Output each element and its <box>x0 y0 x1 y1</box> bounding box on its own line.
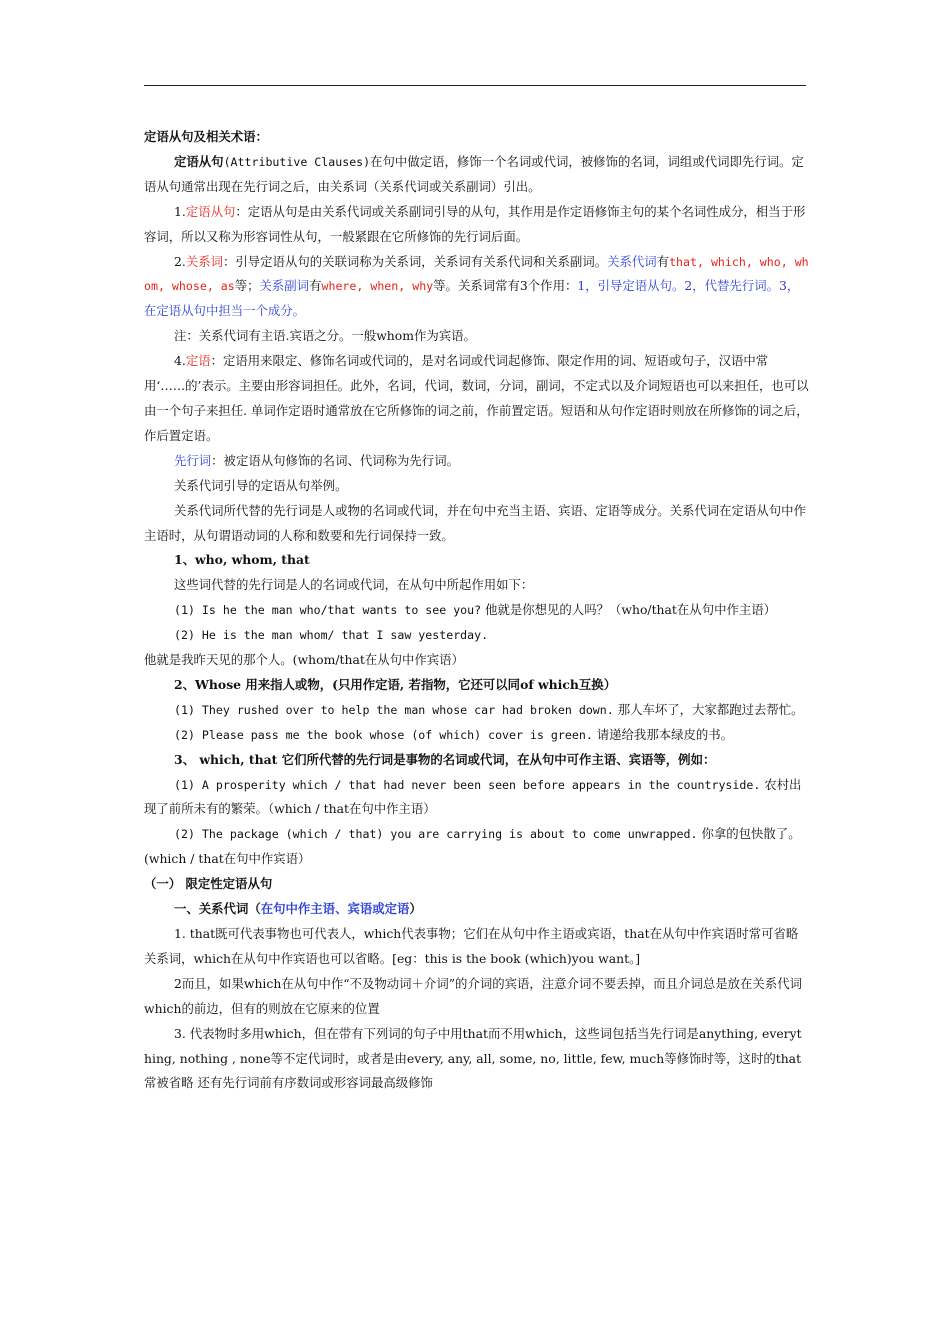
def2-text2: 等。关系词常有3个作用： <box>433 278 578 294</box>
s1-ex1-en: (1) Is he the man who/that wants to see you? <box>174 603 482 618</box>
def2-adv-list: where, when, why <box>321 279 434 294</box>
restrictive-clause-heading: （一） 限定性定语从句 <box>144 876 273 892</box>
s1-ex1-zh: 他就是你想见的人吗？（who/that在从句中作主语） <box>481 602 777 618</box>
intro-en: (Attributive Clauses) <box>223 154 371 169</box>
doc-title: 定语从句及相关术语： <box>144 129 268 144</box>
section-2-example-1 <box>144 698 809 723</box>
s1-ex2-zh: 他就是我昨天见的那个人。(whom/that在从句中作宾语） <box>144 652 464 668</box>
rule-2: 2而且，如果which在从句中作“不及物动词＋介词”的介词的宾语，注意介词不要丢掉，而且介词总是放在关系代词which的前边，但有的则放在它原来的位置 <box>144 975 802 1016</box>
example-intro: 关系代词引导的定语从句举例。 <box>174 477 348 493</box>
s1-ex2-en: (2) He is the man whom/ that I saw yesterday. <box>174 628 489 643</box>
def1-term: 定语从句 <box>185 203 236 219</box>
def4-text: ：定语用来限定、修饰名词或代词的，是对名词或代词起修饰、限定作用的词、短语或句子，汉语中常用‘……的’表示。主要由形容词担任。此外，名词，代词，数词，分词，副词，不定式以及介词短语也可以来担任，也可以由一个句子来担任. 单词作定语时通常放在它所修饰的词之前，作前置定语。短语和从句作定语时则放在所修饰的词之后，作后置定语。 <box>144 353 809 443</box>
pronoun-description: 关系代词所代替的先行词是人或物的名词或代词，并在句中充当主语、宾语、定语等成分。关系代词在定语从句中作主语时，从句谓语动词的人称和数要和先行词保持一致。 <box>144 502 806 543</box>
section-3-heading: 3、 which, that 它们所代替的先行词是事物的名词或代词，在从句中可作主语、宾语等，例如： <box>174 751 716 767</box>
rule-1: 1. that既可代表事物也可代表人，which代表事物；它们在从句中作主语或宾语，that在从句中作宾语时常可省略关系词，which在从句中作宾语也可以省略。[eg：this is the book (which)you want。] <box>144 926 799 966</box>
section-1-heading: 1、who, whom, that <box>174 552 310 568</box>
section-1-example-1 <box>144 598 809 623</box>
def2-roles: 1，引导定语从句。2，代替先行词。3，在定语从句中担当一个成分。 <box>144 278 800 319</box>
definition-4 <box>144 349 809 449</box>
antecedent-term: 先行词 <box>174 452 212 468</box>
def2-has2: 有 <box>309 278 322 294</box>
intro-paragraph <box>144 150 809 200</box>
relative-pronoun-heading <box>144 897 809 922</box>
s2-ex2-en: (2) Please pass me the book whose (of which) cover is green. <box>174 727 593 742</box>
section-2-example-2 <box>144 723 809 748</box>
s2-ex1-zh: 那人车坏了，大家都跑过去帮忙。 <box>613 701 804 717</box>
rule-3: 3. 代表物时多用which，但在带有下列词的句子中用that而不用which，这些词包括当先行词是anything, everything, nothing , none等不定代词时，或者是由every, any, all, some, no, little, few, much等修饰时等，这时的that常被省略 还有先行词前有序数词或形容词最高级修饰 <box>144 1025 802 1091</box>
top-divider <box>144 85 806 86</box>
def2-term: 关系词 <box>185 253 223 269</box>
def2-has1: 有 <box>656 253 670 269</box>
s3-ex1-zh: 农村出现了前所未有的繁荣。（which / that在句中作主语） <box>144 776 802 817</box>
definition-2 <box>144 250 809 325</box>
note: 注：关系代词有主语.宾语之分。一般whom作为宾语。 <box>174 328 476 344</box>
def2-adv-label: 关系副词 <box>259 278 310 294</box>
intro-term: 定语从句 <box>174 153 224 169</box>
section-1-desc: 这些词代替的先行词是人的名词或代词，在从句中所起作用如下： <box>174 577 534 593</box>
section-1-example-2 <box>144 623 809 673</box>
sub1-highlight: 在句中作主语、宾语或定语 <box>260 901 410 917</box>
antecedent-text: ：被定语从句修饰的名词、代词称为先行词。 <box>211 452 459 468</box>
s3-ex2-en: (2) The package (which / that) you are carrying is about to come unwrapped. <box>174 827 698 842</box>
s3-ex2-zh: 你拿的包快散了。(which / that在句中作宾语） <box>144 826 801 867</box>
s3-ex1-en: (1) A prosperity which / that had never been seen before appears in the countryside. <box>174 777 761 792</box>
def2-num: 2. <box>174 253 186 269</box>
def4-num: 4. <box>174 353 186 369</box>
s2-ex2-zh: 请递给我那本绿皮的书。 <box>592 726 734 742</box>
def2-deng1: 等； <box>234 278 260 294</box>
def1-text: ：定语从句是由关系代词或关系副词引导的从句，其作用是作定语修饰主句的某个名词性成分，相当于形容词，所以又称为形容词性从句，一般紧跟在它所修饰的先行词后面。 <box>144 203 806 244</box>
section-3-example-1 <box>144 773 809 823</box>
def2-pron-list: that, which, who, whom, whose, as <box>144 254 809 294</box>
antecedent-def <box>144 449 809 474</box>
def1-num: 1. <box>174 203 186 219</box>
intro-text: 在句中做定语，修饰一个名词或代词，被修饰的名词，词组或代词即先行词。定语从句通常出现在先行词之后，由关系词（关系代词或关系副词）引出。 <box>144 153 804 194</box>
definition-1 <box>144 200 809 250</box>
document-body <box>144 125 809 1096</box>
section-3-example-2 <box>144 822 809 872</box>
section-2-heading: 2、Whose 用来指人或物，(只用作定语, 若指物，它还可以同of which互换） <box>174 676 617 692</box>
def2-text1: ：引导定语从句的关联词称为关系词，关系词有关系代词和关系副词。 <box>223 253 608 269</box>
def2-pron-label: 关系代词 <box>607 253 657 269</box>
def4-term: 定语 <box>185 353 211 369</box>
sub1-heading: 一、关系代词（ <box>174 901 261 917</box>
sub1-close: ） <box>409 901 422 917</box>
s2-ex1-en: (1) They rushed over to help the man whose car had broken down. <box>174 702 614 717</box>
